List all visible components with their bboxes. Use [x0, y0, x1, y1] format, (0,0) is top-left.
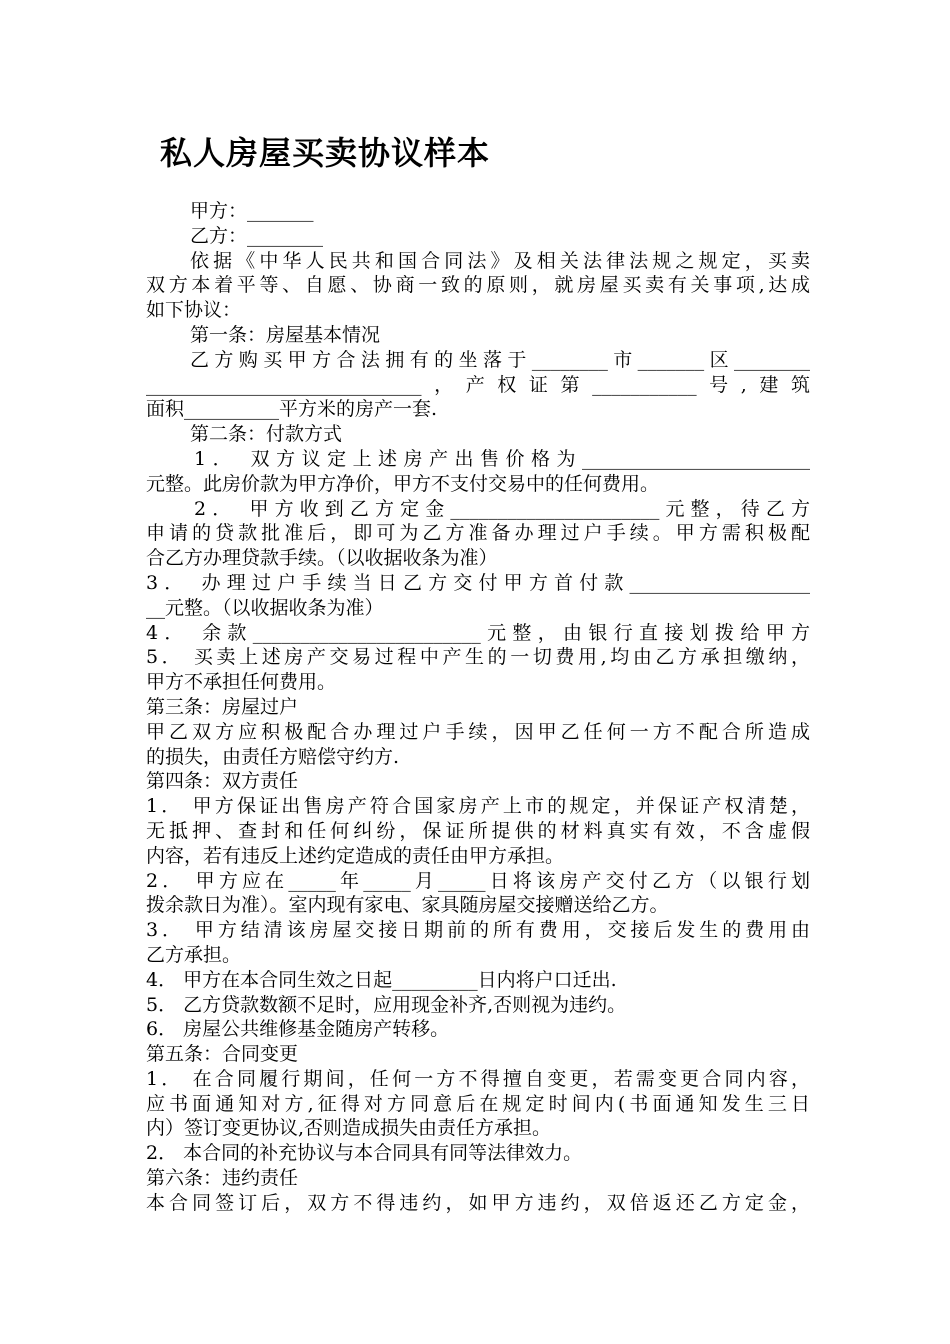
text-line: __元整。（以收据收条为准） [146, 596, 384, 619]
document-title: 私人房屋买卖协议样本 [160, 134, 491, 172]
text-line: 拨余款日为准）。室内现有家电、家具随房屋交接赠送给乙方。 [146, 894, 669, 917]
text-line: 甲方不承担任何费用。 [146, 671, 337, 694]
text-line: 4． 甲方在本合同生效之日起_________日内将户口迁出. [146, 968, 617, 991]
text-line: 的损失，由责任方赔偿守约方. [146, 745, 400, 768]
section-heading: 第四条：双方责任 [146, 770, 299, 793]
text-line: 内容，若有违反上述约定造成的责任由甲方承担。 [146, 844, 565, 867]
text-line: 1． 双方议定上述房产出售价格为________________________ [194, 447, 810, 470]
text-line: 合乙方办理贷款手续。（以收据收条为准） [146, 547, 498, 570]
text-line: 4． 余款________________________元整，由银行直接划拨给甲方 [146, 621, 810, 644]
text-line: 6． 房屋公共维修基金随房产转移。 [146, 1018, 450, 1041]
text-line: 如下协议： [146, 299, 242, 322]
section-heading: 第二条：付款方式 [190, 423, 343, 446]
text-line: 乙方承担。 [146, 943, 242, 966]
text-line: 5． 乙方贷款数额不足时，应用现金补齐,否则视为违约。 [146, 993, 627, 1016]
text-line: 应书面通知对方,征得对方同意后在规定时间内(书面通知发生三日 [146, 1092, 810, 1115]
text-line: 内）签订变更协议,否则造成损失由责任方承担。 [146, 1117, 552, 1140]
text-line: 3． 甲方结清该房屋交接日期前的所有费用，交接后发生的费用由 [146, 919, 810, 942]
text-line: _____________________________，产权证第___________号,建筑 [146, 373, 810, 396]
section-heading: 第五条：合同变更 [146, 1043, 299, 1066]
text-line: 2． 甲方收到乙方定金______________________元整，待乙方 [194, 497, 810, 520]
text-line: 依据《中华人民共和国合同法》及相关法律法规之规定，买卖 [190, 249, 810, 272]
section-heading: 第三条：房屋过户 [146, 695, 299, 718]
text-line: 3． 办理过户手续当日乙方交付甲方首付款___________________ [146, 571, 810, 594]
text-line: 2． 本合同的补充协议与本合同具有同等法律效力。 [146, 1142, 583, 1165]
text-line: 1． 甲方保证出售房产符合国家房产上市的规定，并保证产权清楚， [146, 795, 810, 818]
text-line: 申请的贷款批准后，即可为乙方准备办理过户手续。甲方需积极配 [146, 522, 810, 545]
text-line: 5． 买卖上述房产交易过程中产生的一切费用,均由乙方承担缴纳， [146, 646, 810, 669]
text-line: 乙方：________ [190, 224, 324, 247]
text-line: 本合同签订后，双方不得违约，如甲方违约，双倍返还乙方定金， [146, 1191, 810, 1214]
text-line: 甲乙双方应积极配合办理过户手续，因甲乙任何一方不配合所造成 [146, 720, 810, 743]
text-line: 元整。此房价款为甲方净价，甲方不支付交易中的任何费用。 [146, 472, 660, 495]
text-line: 双方本着平等、自愿、协商一致的原则，就房屋买卖有关事项,达成 [146, 274, 810, 297]
text-line: 2． 甲方应在_____年_____月_____日将该房产交付乙方（以银行划 [146, 869, 810, 892]
text-line: 面积__________平方米的房产一套. [146, 398, 438, 421]
text-line: 1． 在合同履行期间，任何一方不得擅自变更，若需变更合同内容， [146, 1067, 810, 1090]
section-heading: 第六条：违约责任 [146, 1167, 299, 1190]
section-heading: 第一条：房屋基本情况 [190, 323, 381, 346]
text-line: 甲方：_______ [190, 200, 314, 222]
document-body [146, 199, 810, 1216]
text-line: 乙方购买甲方合法拥有的坐落于________市_______区________ [190, 348, 810, 371]
text-line: 无抵押、查封和任何纠纷，保证所提供的材料真实有效，不含虚假 [146, 819, 810, 842]
